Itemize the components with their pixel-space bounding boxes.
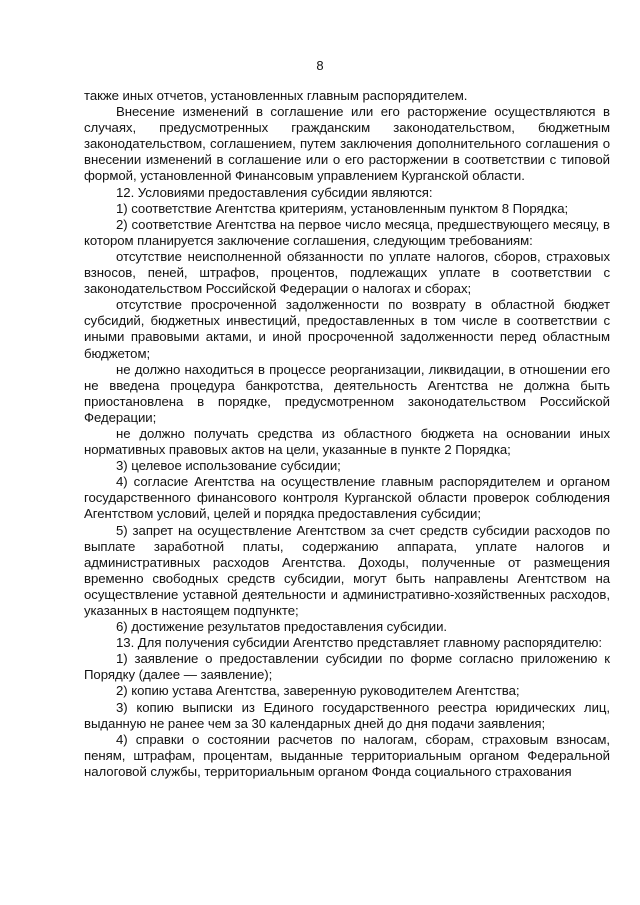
paragraph-clause-13: 13. Для получения субсидии Агентство представляет главному распорядителю:	[116, 635, 602, 651]
paragraph-clause-12-6: 6) достижение результатов предоставления субсидии.	[116, 619, 448, 635]
paragraph-requirement-taxes: отсутствие неисполненной обязанности по уплате налогов, сборов, страховых взносов, пеней, штрафов, процентов, подлежащих уплате в соответствии с законодательством Российской Федерации о налогах и сборах;	[84, 248, 610, 297]
page-number: 8	[316, 58, 324, 73]
paragraph-clause-13-4: 4) справки о состоянии расчетов по налогам, сборам, страховым взносам, пеням, штрафам, процентам, выданные территориальным органом Федеральной налоговой службы, территориальным органом Фонда социального страхования	[84, 731, 610, 779]
paragraph-clause-13-2: 2) копию устава Агентства, заверенную руководителем Агентства;	[116, 683, 520, 699]
document-body	[84, 88, 610, 780]
paragraph-clause-13-1: 1) заявление о предоставлении субсидии по форме согласно приложению к Порядку (далее — заявление);	[84, 651, 610, 683]
paragraph-clause-12-1: 1) соответствие Агентства критериям, установленным пунктом 8 Порядка;	[116, 200, 569, 216]
paragraph-clause-12-5: 5) запрет на осуществление Агентством за счет средств субсидии расходов по выплате заработной платы, содержанию аппарата, уплате налогов и административных расходов Агентства. Доходы, полученные от размещения временно свободных средств субсидии, могут быть направлены Агентством на осуществление уставной деятельности и административно-хозяйственных расходов, указанных в настоящем подпункте;	[84, 522, 610, 618]
paragraph-clause-12-4: 4) согласие Агентства на осуществление главным распорядителем и органом государственного финансового контроля Курганской области проверок соблюдения Агентством условий, целей и порядка предоставления субсидии;	[84, 474, 610, 522]
paragraph-clause-12-3: 3) целевое использование субсидии;	[116, 458, 341, 474]
paragraph-clause-12-2: 2) соответствие Агентства на первое число месяца, предшествующего месяцу, в котором планируется заключение соглашения, следующим требованиям:	[84, 216, 610, 248]
paragraph-requirement-other-funds: не должно получать средства из областного бюджета на основании иных нормативных правовых актов на цели, указанные в пункте 2 Порядка;	[84, 425, 610, 458]
paragraph-requirement-debt: отсутствие просроченной задолженности по возврату в областной бюджет субсидий, бюджетных инвестиций, предоставленных в том числе в соответствии с иными правовыми актами, и иной просроченной задолженности перед областным бюджетом;	[84, 297, 610, 361]
paragraph-clause-12: 12. Условиями предоставления субсидии являются:	[116, 184, 433, 200]
paragraph-requirement-reorganization: не должно находиться в процессе реорганизации, ликвидации, в отношении его не введена процедура банкротства, деятельность Агентства не должна быть приостановлена в порядке, предусмотренном законодательством Российской Федерации;	[84, 361, 610, 425]
paragraph-continuation: также иных отчетов, установленных главным распорядителем.	[84, 88, 468, 103]
paragraph-clause-13-3: 3) копию выписки из Единого государственного реестра юридических лиц, выданную не ранее чем за 30 календарных дней до дня подачи заявления;	[84, 699, 610, 731]
paragraph-amendments: Внесение изменений в соглашение или его расторжение осуществляются в случаях, предусмотренных гражданским законодательством, бюджетным законодательством, соглашением, путем заключения дополнительного соглашения о внесении изменений в соглашение или о его расторжении в соответствии с типовой формой, установленной Финансовым управлением Курганской области.	[84, 104, 610, 184]
